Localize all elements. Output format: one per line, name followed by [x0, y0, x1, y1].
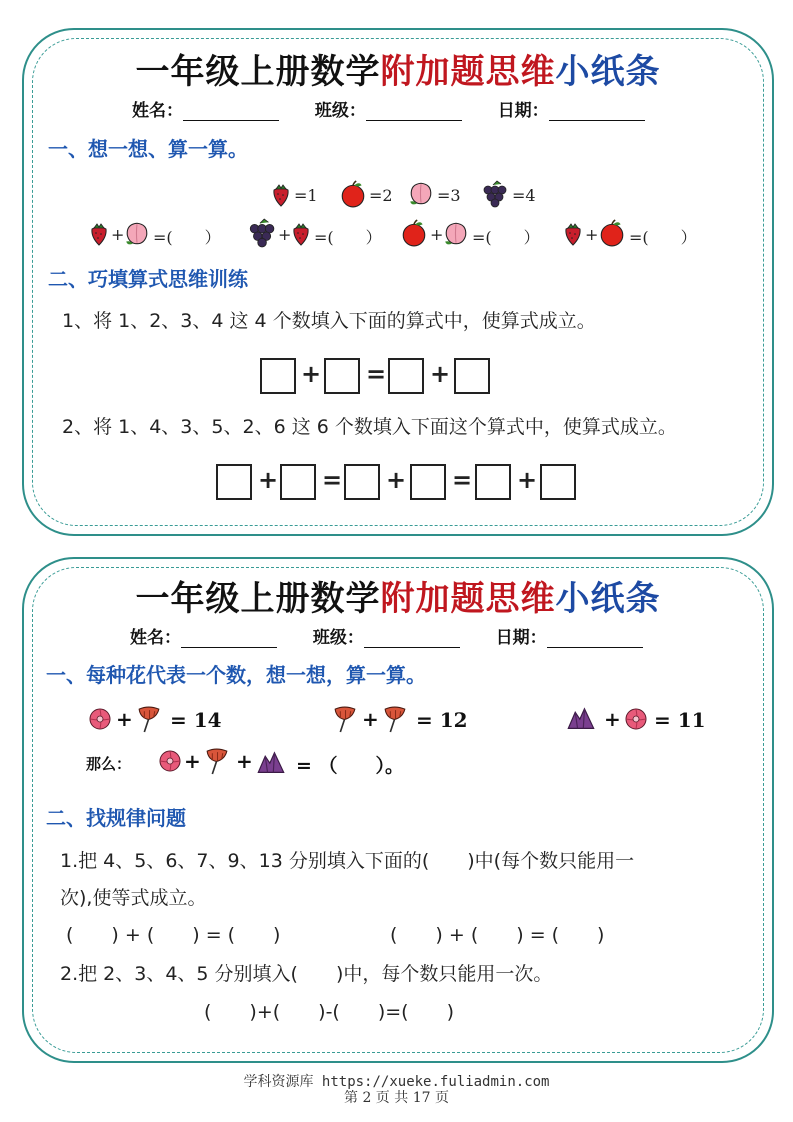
purple-flower-icon	[566, 705, 596, 731]
name-label: 姓名：	[130, 628, 181, 648]
title-part-1: 一年级上册数学	[135, 52, 381, 92]
answer-box[interactable]	[454, 358, 490, 394]
orange-flower-icon	[136, 705, 162, 733]
section-heading-1: 一、想一想、算一算。	[48, 137, 248, 161]
class-label: 班级：	[314, 101, 366, 121]
card-title	[24, 571, 772, 620]
equals-sign: =	[322, 466, 343, 494]
plus-sign: +	[604, 707, 621, 731]
purple-flower-icon	[256, 749, 286, 775]
title-part-3: 小纸条	[555, 52, 661, 92]
orange-flower-icon	[382, 705, 408, 733]
answer-blank[interactable]: =( ）	[314, 228, 382, 247]
plus-sign: +	[386, 466, 407, 494]
peach-icon	[123, 220, 151, 248]
answer-blank[interactable]: =( ）	[153, 228, 221, 247]
equation-2-result: = 12	[416, 708, 468, 732]
grapes-icon	[479, 180, 509, 208]
class-field[interactable]	[366, 102, 462, 121]
answer-box[interactable]	[475, 464, 511, 500]
plus-sign: +	[258, 466, 279, 494]
peach-icon	[407, 180, 435, 208]
pink-flower-icon	[158, 749, 182, 773]
title-part-2: 附加题思维	[380, 52, 556, 92]
legend-grapes-value: =4	[512, 186, 536, 205]
worksheet-card-1	[22, 28, 774, 536]
plus-sign: +	[585, 225, 599, 244]
question-2: 2.把 2、3、4、5 分别填入( )中，每个数只能用一次。	[60, 963, 553, 985]
answer-box[interactable]	[280, 464, 316, 500]
grapes-icon	[246, 218, 276, 248]
date-label: 日期：	[495, 628, 547, 648]
name-label: 姓名：	[132, 101, 183, 121]
answer-blank[interactable]: =( ）	[629, 228, 697, 247]
section-heading-1: 一、每种花代表一个数，想一想，算一算。	[46, 663, 426, 687]
answer-box[interactable]	[324, 358, 360, 394]
date-label: 日期：	[497, 101, 549, 121]
section-heading-2: 二、巧填算式思维训练	[48, 267, 248, 291]
plus-sign: +	[184, 749, 201, 773]
strawberry-icon	[88, 223, 110, 247]
answer-box[interactable]	[216, 464, 252, 500]
title-part-1: 一年级上册数学	[135, 579, 381, 619]
equation-3-result: = 11	[654, 708, 706, 732]
date-field[interactable]	[549, 102, 645, 121]
strawberry-icon	[562, 223, 584, 247]
strawberry-icon	[270, 184, 292, 208]
date-field[interactable]	[547, 629, 643, 648]
answer-box[interactable]	[540, 464, 576, 500]
question-1-line-1: 1.把 4、5、6、7、9、13 分别填入下面的( )中(每个数只能用一	[60, 850, 635, 872]
equals-sign: =	[366, 360, 387, 388]
legend-strawberry-value: =1	[294, 186, 318, 205]
page-number: 第 2 页 共 17 页	[344, 1090, 449, 1106]
answer-box[interactable]	[388, 358, 424, 394]
plus-sign: +	[111, 225, 125, 244]
watermark-text: 学科资源库 https://xueke.fuliadmin.com	[243, 1074, 550, 1090]
pink-flower-icon	[88, 707, 112, 731]
question-1: 1、将 1、2、3、4 这 4 个数填入下面的算式中，使算式成立。	[62, 310, 596, 332]
title-part-3: 小纸条	[555, 579, 661, 619]
plus-sign: +	[430, 225, 444, 244]
section-heading-2: 二、找规律问题	[46, 806, 186, 830]
plus-sign: +	[301, 360, 322, 388]
equation-1-result: = 14	[170, 708, 222, 732]
question-2: 2、将 1、4、3、5、2、6 这 6 个数填入下面这个算式中，使算式成立。	[62, 416, 677, 438]
strawberry-icon	[290, 223, 312, 247]
plus-sign: +	[430, 360, 451, 388]
equals-sign: =	[452, 466, 473, 494]
plus-sign: +	[116, 707, 133, 731]
legend-apple-value: =2	[369, 186, 393, 205]
class-label: 班级：	[312, 628, 364, 648]
plus-sign: +	[278, 225, 292, 244]
student-info-row	[130, 623, 643, 648]
answer-box[interactable]	[260, 358, 296, 394]
orange-flower-icon	[204, 747, 230, 775]
answer-blank[interactable]: = （ ）。	[296, 755, 405, 777]
answer-box[interactable]	[344, 464, 380, 500]
student-info-row	[132, 96, 645, 121]
plus-sign: +	[517, 466, 538, 494]
name-field[interactable]	[183, 102, 279, 121]
equation-blanks-left[interactable]: ( ) + ( ) = ( )	[66, 924, 281, 946]
orange-flower-icon	[332, 705, 358, 733]
question-1-line-2: 次),使等式成立。	[60, 887, 207, 909]
title-part-2: 附加题思维	[380, 579, 556, 619]
peach-icon	[442, 220, 470, 248]
card-title	[24, 44, 772, 93]
worksheet-card-2	[22, 557, 774, 1063]
legend-peach-value: =3	[437, 186, 461, 205]
apple-icon	[339, 180, 367, 208]
answer-box[interactable]	[410, 464, 446, 500]
apple-icon	[598, 219, 626, 247]
answer-blank[interactable]: =( ）	[472, 228, 540, 247]
name-field[interactable]	[181, 629, 277, 648]
plus-sign: +	[236, 749, 253, 773]
apple-icon	[400, 219, 428, 247]
pink-flower-icon	[624, 707, 648, 731]
equation-blanks-right[interactable]: ( ) + ( ) = ( )	[390, 924, 605, 946]
then-label: 那么：	[86, 755, 132, 773]
equation-blanks-2[interactable]: ( )+( )-( )=( )	[204, 1001, 454, 1023]
class-field[interactable]	[364, 629, 460, 648]
plus-sign: +	[362, 707, 379, 731]
